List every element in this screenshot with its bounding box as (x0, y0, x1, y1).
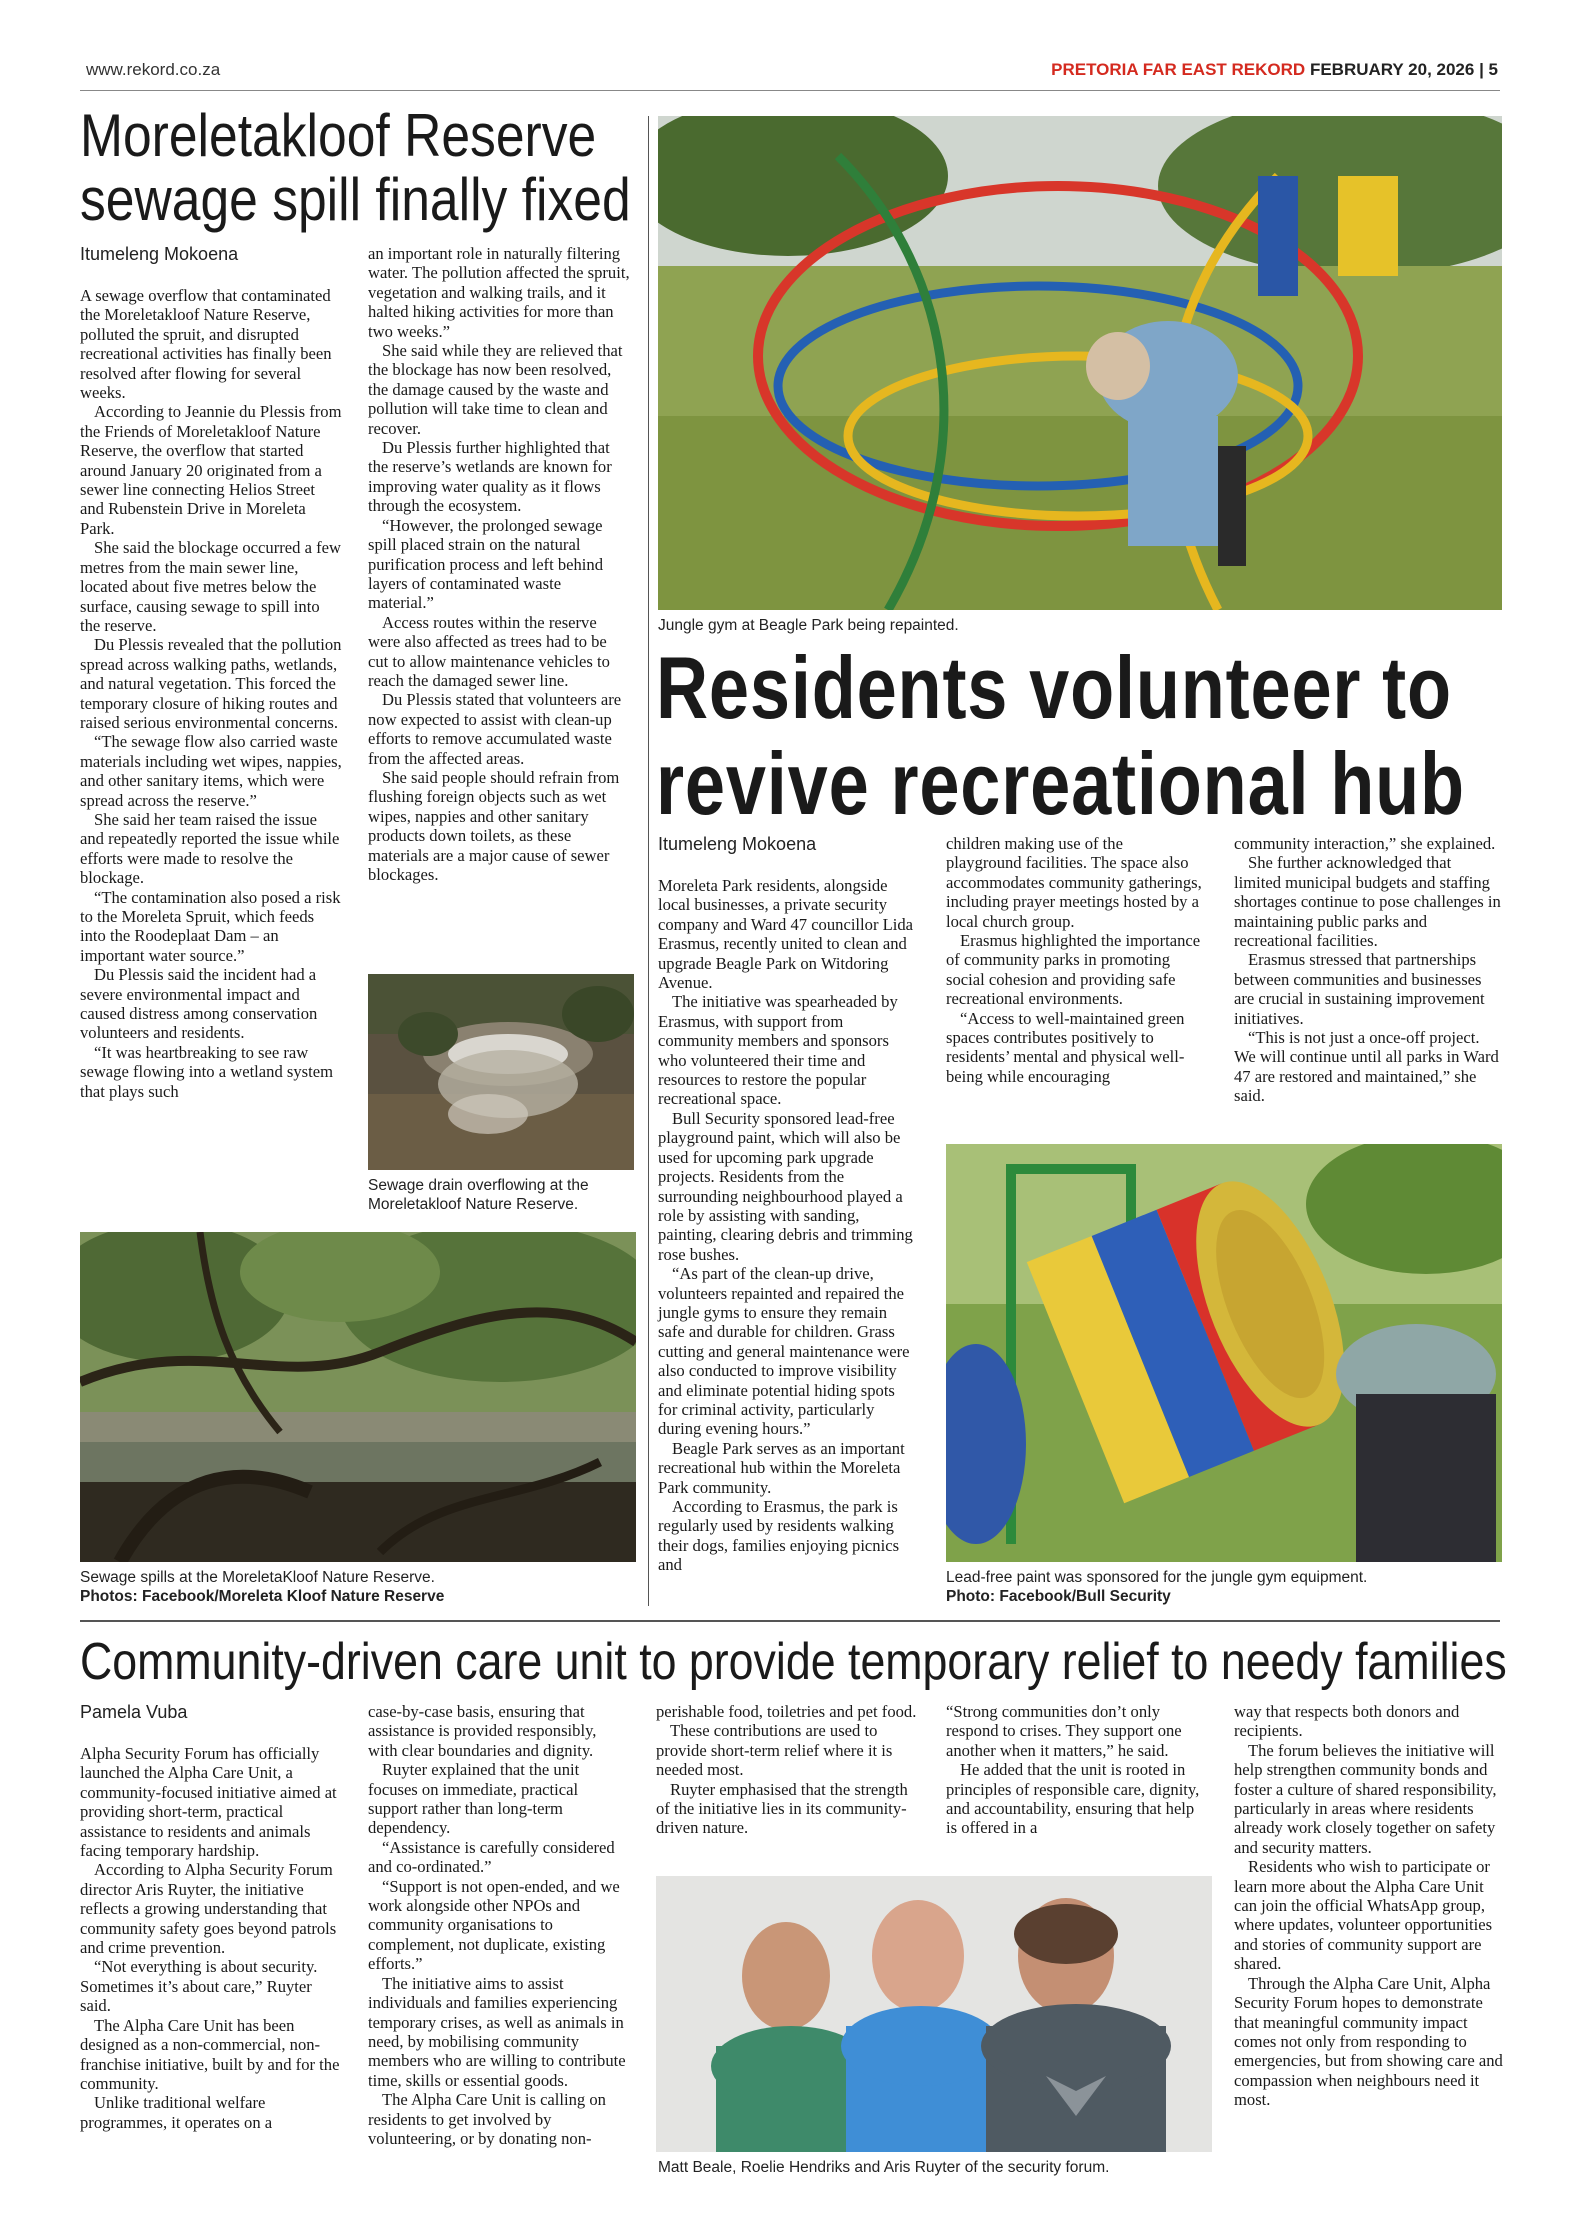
people-photo-caption: Matt Beale, Roelie Hendriks and Aris Ruyter of the security forum. (658, 2159, 1110, 2176)
paint-photo-credit: Photo: Facebook/Bull Security (946, 1588, 1171, 1605)
paragraph: way that respects both donors and recipients. (1234, 1702, 1460, 1741)
drain-photo-caption: Sewage drain overflowing at the Moreletakloof Nature Reserve. (368, 1177, 589, 1213)
paragraph: Residents who wish to participate or learn more about the Alpha Care Unit can join the official WhatsApp group, where updates, volunteer opportunities and stories of community support are shared. (1234, 1857, 1493, 1974)
paragraph: The Alpha Care Unit has been designed as a non-commercial, non-franchise initiative, built by and for the community. (80, 2015, 340, 2093)
paragraph: Unlike traditional welfare programmes, it operates on a (80, 2093, 273, 2132)
paragraph: Du Plessis further highlighted that the reserve’s wetlands are known for improving water quality as it flows through the ecosystem. (368, 438, 612, 516)
sewage-drain-photo (368, 974, 634, 1170)
lead-free-paint-photo (946, 1144, 1502, 1562)
paragraph: “As part of the clean-up drive, volunteers repainted and repaired the jungle gyms to ensure they remain safe and durable for children. Grass cutting and general maintenance were also conducted to improve visibility and eliminate potential hiding spots for criminal activity, particularly during evening hours.” (658, 1264, 910, 1439)
article3-col5 (1234, 1702, 1506, 2110)
paragraph: She said the blockage occurred a few metres from the main sewer line, located about five metres below the surface, causing sewage to spill into the reserve. (80, 538, 341, 635)
security-forum-members-photo (656, 1876, 1212, 2152)
paragraph: The initiative was spearheaded by Erasmus, with support from community members and sponsors who volunteered their time and resources to restore the popular recreational space. (658, 992, 898, 1109)
paragraph: “Strong communities don’t only respond to crises. They support one another when it matters,” he said. (946, 1702, 1182, 1760)
article1-headline (80, 104, 631, 232)
jungle-gym-caption: Jungle gym at Beagle Park being repainted. (658, 617, 959, 634)
article1-col1 (80, 286, 342, 1101)
paragraph: She said her team raised the issue and repeatedly reported the issue while efforts were made to resolve the blockage. (80, 809, 340, 888)
paragraph: According to Jeannie du Plessis from the Friends of Moreletakloof Nature Reserve, the overflow that started around January 20 originated from a sewer line connecting Helios Street and Rubenstein Drive in Moreleta Park. (80, 402, 342, 538)
paragraph: Ruyter emphasised that the strength of the initiative lies in its community-driven nature. (656, 1779, 908, 1838)
article1-headline-line1: Moreletakloof Reserve (80, 102, 597, 169)
paint-caption-text: Lead-free paint was sponsored for the jungle gym equipment. (946, 1569, 1368, 1586)
paragraph: Through the Alpha Care Unit, Alpha Security Forum hopes to demonstrate that meaningful community impact comes not only from responding to emergencies, but from showing care and compassion when neighbours need it most. (1234, 1973, 1503, 2110)
article3-col4 (946, 1702, 1208, 1838)
section-divider (80, 1620, 1500, 1622)
paragraph: A sewage overflow that contaminated the Moreletakloof Nature Reserve, polluted the spruit, and disrupted recreational activities has finally been resolved after flowing for several weeks. (80, 286, 332, 403)
paragraph: “Support is not open-ended, and we work alongside other NPOs and community organisations to complement, not duplicate, existing efforts.” (368, 1876, 620, 1974)
paragraph: Erasmus stressed that partnerships between communities and businesses are crucial in sustaining improvement initiatives. (1234, 950, 1485, 1028)
article1-col2 (368, 244, 630, 884)
paragraph: He added that the unit is rooted in principles of responsible care, dignity, and accountability, ensuring that help is offered in a (946, 1760, 1200, 1838)
article3-col1 (80, 1744, 342, 2132)
paragraph: She said people should refrain from flushing foreign objects such as wet wipes, nappies and other sanitary products down toilets, as these materials are a major cause of sewer blockages. (368, 767, 620, 884)
paragraph: “Access to well-maintained green spaces contributes positively to residents’ mental and physical well-being while encouraging (946, 1008, 1185, 1086)
header-rule (80, 90, 1500, 91)
article3-byline: Pamela Vuba (80, 1702, 188, 1722)
paint-photo-caption (946, 1568, 1506, 1606)
paragraph: Access routes within the reserve were also affected as trees had to be cut to allow maintenance vehicles to reach the damaged sewer line. (368, 612, 610, 690)
paragraph: Erasmus highlighted the importance of community parks in promoting social cohesion and providing safe recreational environments. (946, 931, 1201, 1009)
masthead (1051, 60, 1498, 80)
paragraph: Moreleta Park residents, alongside local businesses, a private security company and Ward 47 councillor Lida Erasmus, recently united to clean and upgrade Beagle Park on Witdoring Avenue. (658, 876, 914, 993)
reserve-photo-caption (80, 1568, 640, 1606)
article2-headline-line2: revive recreational hub (656, 734, 1465, 833)
paragraph: “Assistance is carefully considered and co-ordinated.” (368, 1837, 615, 1877)
paragraph: “This is not just a once-off project. We will continue until all parks in Ward 47 are restored and maintained,” she said. (1234, 1028, 1499, 1106)
paragraph: children making use of the playground facilities. The space also accommodates community gatherings, including prayer meetings hosted by a local church group. (946, 834, 1202, 931)
reserve-caption-text: Sewage spills at the MoreletaKloof Nature Reserve. (80, 1569, 435, 1586)
paragraph: Alpha Security Forum has officially launched the Alpha Care Unit, a community-focused initiative aimed at providing short-term, practical assistance to residents and animals facing temporary hardship. (80, 1744, 337, 1861)
paragraph: She said while they are relieved that the blockage has now been resolved, the damage caused by the waste and pollution will take time to clean and recover. (368, 341, 623, 438)
paragraph: “Not everything is about security. Sometimes it’s about care,” Ruyter said. (80, 1957, 318, 2016)
publication-name: PRETORIA FAR EAST REKORD (1051, 60, 1306, 79)
paragraph: case-by-case basis, ensuring that assistance is provided responsibly, with clear boundaries and dignity. (368, 1702, 597, 1760)
paragraph: The initiative aims to assist individuals and families experiencing temporary crises, as well as animals in need, by mobilising community members who are willing to contribute time, skills or essential goods. (368, 1973, 626, 2090)
paragraph: Beagle Park serves as an important recreational hub within the Moreleta Park community. (658, 1438, 905, 1497)
paragraph: “It was heartbreaking to see raw sewage flowing into a wetland system that plays such (80, 1042, 333, 1101)
website-url[interactable]: www.rekord.co.za (86, 60, 221, 79)
article2-col2 (946, 834, 1202, 1086)
jungle-gym-photo (658, 116, 1502, 610)
paragraph: She further acknowledged that limited municipal budgets and staffing shortages continue to pose challenges in maintaining public parks and recreational facilities. (1234, 853, 1501, 951)
article2-headline (656, 640, 1465, 832)
paragraph: Du Plessis said the incident had a severe environmental impact and caused distress among conservation volunteers and residents. (80, 965, 318, 1043)
paragraph: community interaction,” she explained. (1234, 834, 1496, 853)
paragraph: Ruyter explained that the unit focuses on immediate, practical support rather than long-term dependency. (368, 1760, 580, 1838)
paragraph: The forum believes the initiative will help strengthen community bonds and foster a culture of shared responsibility, particularly in areas where residents already work closely together on safety and security matters. (1234, 1740, 1497, 1857)
paragraph: Du Plessis stated that volunteers are now expected to assist with clean-up efforts to remove accumulated waste from the affected areas. (368, 690, 622, 768)
article1-headline-line2: sewage spill finally fixed (80, 166, 631, 233)
article3-col2 (368, 1702, 630, 2148)
paragraph: an important role in naturally filtering water. The pollution affected the spruit, vegetation and walking trails, and it halted hiking activities for more than two weeks.” (368, 244, 630, 341)
reserve-photo-credit: Photos: Facebook/Moreleta Kloof Nature Reserve (80, 1588, 445, 1605)
article1-byline: Itumeleng Mokoena (80, 244, 239, 264)
article2-col3 (1234, 834, 1502, 1106)
reserve-spill-photo (80, 1232, 636, 1562)
paragraph: These contributions are used to provide short-term relief where it is needed most. (656, 1721, 893, 1780)
paragraph: Bull Security sponsored lead-free playground paint, which will also be used for upcoming park upgrade projects. Residents from the surrounding neighbourhood played a role by assisting with sanding, painting, clearing debris and trimming rose bushes. (658, 1108, 913, 1264)
article3-headline: Community-driven care unit to provide temporary relief to needy families (80, 1633, 1507, 1691)
article2-col1 (658, 876, 914, 1575)
paragraph: “The sewage flow also carried waste materials including wet wipes, nappies, and other sanitary items, which were spread across the reserve.” (80, 732, 342, 810)
paragraph: According to Erasmus, the park is regularly used by residents walking their dogs, families enjoying picnics and (658, 1497, 900, 1575)
paragraph: According to Alpha Security Forum director Aris Ruyter, the initiative reflects a growing understanding that community safety goes beyond patrols and crime prevention. (80, 1860, 337, 1958)
article2-headline-line1: Residents volunteer to (656, 638, 1452, 737)
paragraph: “The contamination also posed a risk to the Moreleta Spruit, which feeds into the Roodeplaat Dam – an important water source.” (80, 887, 341, 965)
paragraph: “However, the prolonged sewage spill placed strain on the natural purification process and left behind layers of contaminated waste material.” (368, 515, 604, 613)
article3-col3 (656, 1702, 918, 1838)
paragraph: The Alpha Care Unit is calling on residents to get involved by volunteering, or by donating non- (368, 2090, 606, 2148)
article2-byline: Itumeleng Mokoena (658, 834, 817, 854)
column-divider (648, 116, 649, 1606)
paragraph: Du Plessis revealed that the pollution spread across walking paths, wetlands, and natural vegetation. This forced the temporary closure of hiking routes and raised serious environmental concerns. (80, 635, 342, 732)
date-page: FEBRUARY 20, 2026 | 5 (1309, 60, 1498, 79)
paragraph: perishable food, toiletries and pet food. (656, 1702, 917, 1721)
